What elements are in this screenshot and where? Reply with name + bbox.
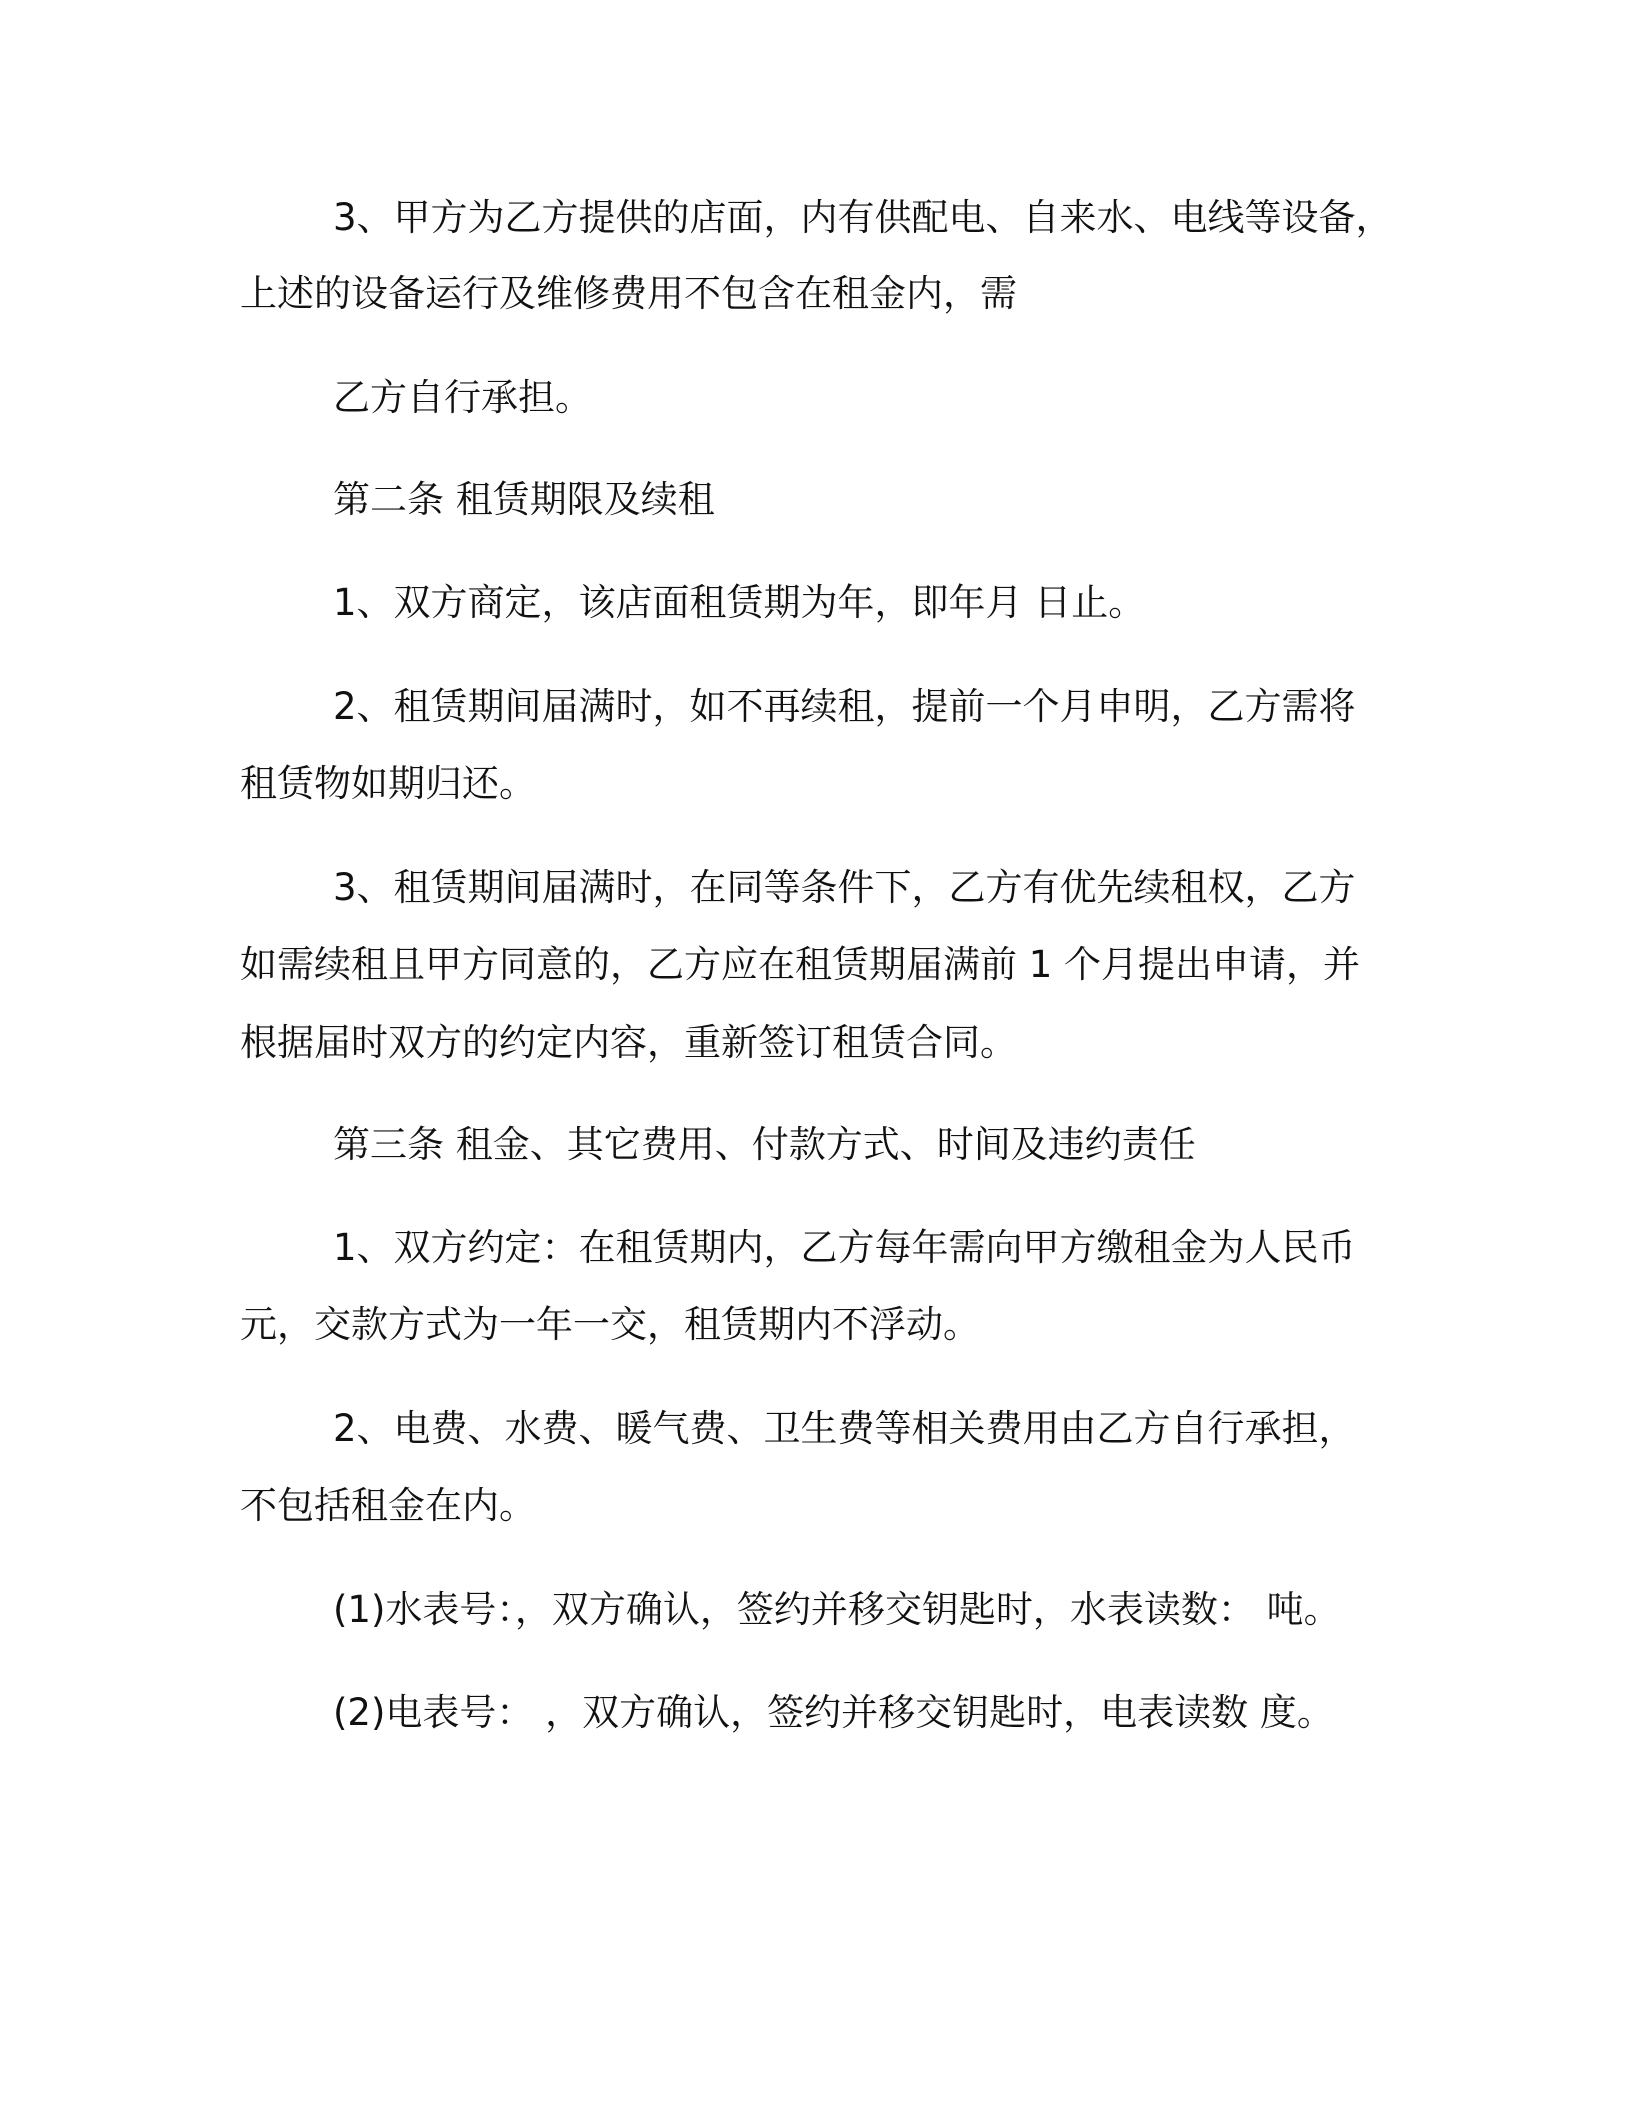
article-2-item-3-line-3: 根据届时双方的约定内容，重新签订租赁合同。	[240, 1021, 1017, 1064]
article-2-item-1: 1、双方商定，该店面租赁期为年，即年月 日止。	[333, 581, 1146, 624]
article-3-heading: 第三条 租金、其它费用、付款方式、时间及违约责任	[333, 1123, 1196, 1166]
para-1-line-1: 3、甲方为乙方提供的店面，内有供配电、自来水、电线等设备，	[333, 196, 1393, 239]
article-2-item-2-line-2: 租赁物如期归还。	[240, 762, 536, 805]
article-3-item-1-line-2: 元，交款方式为一年一交，租赁期内不浮动。	[240, 1303, 980, 1346]
electric-meter-clause: (2)电表号： ，双方确认，签约并移交钥匙时，电表读数 度。	[333, 1691, 1334, 1734]
article-2-item-3-line-2: 如需续租且甲方同意的，乙方应在租赁期届满前 1 个月提出申请，并	[240, 943, 1361, 986]
article-2-item-2-line-1: 2、租赁期间届满时，如不再续租，提前一个月申明，乙方需将	[333, 685, 1356, 728]
article-2-heading: 第二条 租赁期限及续租	[333, 478, 715, 521]
para-1-line-2: 上述的设备运行及维修费用不包含在租金内，需	[240, 272, 1017, 315]
article-3-item-1-line-1: 1、双方约定：在租赁期内，乙方每年需向甲方缴租金为人民币	[333, 1226, 1356, 1269]
para-2-line-1: 乙方自行承担。	[333, 376, 592, 419]
water-meter-clause: (1)水表号：，双方确认，签约并移交钥匙时，水表读数： 吨。	[333, 1588, 1341, 1631]
article-3-item-2-line-1: 2、电费、水费、暖气费、卫生费等相关费用由乙方自行承担，	[333, 1407, 1356, 1450]
article-3-item-2-line-2: 不包括租金在内。	[240, 1484, 536, 1527]
article-2-item-3-line-1: 3、租赁期间届满时，在同等条件下，乙方有优先续租权，乙方	[333, 866, 1356, 909]
